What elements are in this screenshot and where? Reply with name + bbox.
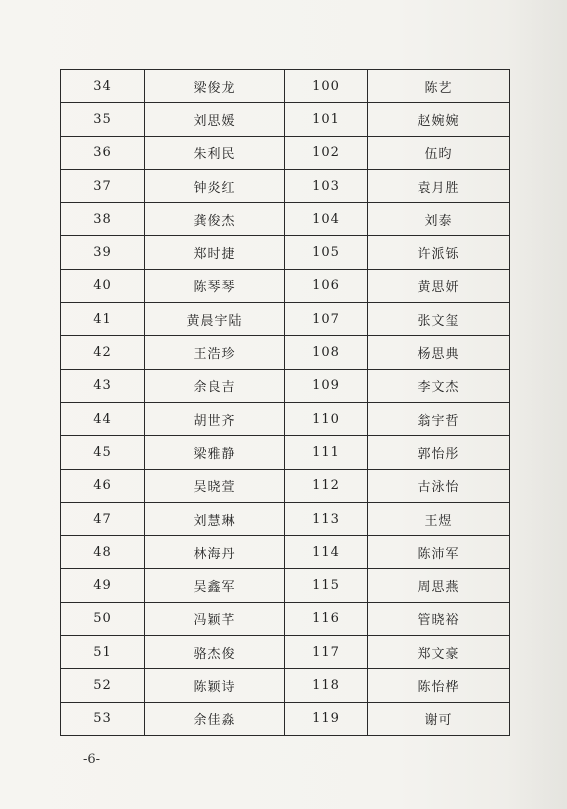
name-left: 余佳淼 — [145, 702, 285, 735]
name-right: 黄思妍 — [368, 269, 510, 302]
row-number-right: 117 — [285, 636, 368, 669]
table-row — [61, 469, 510, 502]
row-number-left: 45 — [61, 436, 145, 469]
page-number: -6- — [83, 752, 101, 767]
name-left: 钟炎红 — [145, 169, 285, 202]
name-left: 陈颖诗 — [145, 669, 285, 702]
table-row — [61, 336, 510, 369]
table-row — [61, 103, 510, 136]
row-number-right: 116 — [285, 602, 368, 635]
name-right: 翁宇哲 — [368, 402, 510, 435]
name-right: 刘泰 — [368, 203, 510, 236]
row-number-right: 105 — [285, 236, 368, 269]
name-left: 骆杰俊 — [145, 636, 285, 669]
table-row — [61, 136, 510, 169]
table-row — [61, 502, 510, 535]
row-number-left: 50 — [61, 602, 145, 635]
name-left: 陈琴琴 — [145, 269, 285, 302]
name-list-table — [60, 69, 510, 736]
row-number-right: 119 — [285, 702, 368, 735]
row-number-left: 47 — [61, 502, 145, 535]
row-number-left: 40 — [61, 269, 145, 302]
row-number-right: 112 — [285, 469, 368, 502]
table-row — [61, 436, 510, 469]
name-right: 赵婉婉 — [368, 103, 510, 136]
name-right: 杨思典 — [368, 336, 510, 369]
table-row — [61, 669, 510, 702]
name-left: 吴鑫军 — [145, 569, 285, 602]
name-right: 古泳怡 — [368, 469, 510, 502]
name-right: 谢可 — [368, 702, 510, 735]
table-row — [61, 236, 510, 269]
row-number-left: 37 — [61, 169, 145, 202]
name-left: 王浩珍 — [145, 336, 285, 369]
name-left: 胡世齐 — [145, 402, 285, 435]
table-row — [61, 70, 510, 103]
row-number-left: 34 — [61, 70, 145, 103]
name-right: 管晓裕 — [368, 602, 510, 635]
name-left: 龚俊杰 — [145, 203, 285, 236]
row-number-right: 102 — [285, 136, 368, 169]
name-left: 刘思媛 — [145, 103, 285, 136]
table-row — [61, 169, 510, 202]
table-row — [61, 269, 510, 302]
row-number-left: 35 — [61, 103, 145, 136]
row-number-left: 38 — [61, 203, 145, 236]
name-right: 陈怡桦 — [368, 669, 510, 702]
table-row — [61, 203, 510, 236]
name-left: 吴晓萱 — [145, 469, 285, 502]
name-right: 郑文豪 — [368, 636, 510, 669]
row-number-right: 106 — [285, 269, 368, 302]
row-number-left: 53 — [61, 702, 145, 735]
name-right: 郭怡彤 — [368, 436, 510, 469]
row-number-left: 39 — [61, 236, 145, 269]
table-row — [61, 569, 510, 602]
name-right: 许派铄 — [368, 236, 510, 269]
row-number-left: 44 — [61, 402, 145, 435]
row-number-right: 118 — [285, 669, 368, 702]
row-number-right: 114 — [285, 536, 368, 569]
row-number-right: 108 — [285, 336, 368, 369]
name-right: 张文玺 — [368, 303, 510, 336]
name-left: 刘慧琳 — [145, 502, 285, 535]
row-number-left: 48 — [61, 536, 145, 569]
row-number-right: 107 — [285, 303, 368, 336]
name-left: 黄晨宇陆 — [145, 303, 285, 336]
row-number-right: 113 — [285, 502, 368, 535]
row-number-left: 36 — [61, 136, 145, 169]
table-body — [61, 70, 510, 736]
name-left: 朱利民 — [145, 136, 285, 169]
row-number-right: 110 — [285, 402, 368, 435]
scan-shadow — [507, 0, 567, 809]
name-right: 陈艺 — [368, 70, 510, 103]
name-left: 林海丹 — [145, 536, 285, 569]
table-row — [61, 402, 510, 435]
name-left: 梁俊龙 — [145, 70, 285, 103]
name-right: 袁月胜 — [368, 169, 510, 202]
row-number-right: 104 — [285, 203, 368, 236]
table-row — [61, 303, 510, 336]
name-right: 李文杰 — [368, 369, 510, 402]
table-row — [61, 369, 510, 402]
name-left: 梁雅静 — [145, 436, 285, 469]
name-left: 冯颖芊 — [145, 602, 285, 635]
row-number-right: 100 — [285, 70, 368, 103]
row-number-right: 115 — [285, 569, 368, 602]
row-number-left: 52 — [61, 669, 145, 702]
name-right: 周思燕 — [368, 569, 510, 602]
row-number-right: 103 — [285, 169, 368, 202]
row-number-left: 41 — [61, 303, 145, 336]
table-row — [61, 602, 510, 635]
row-number-right: 101 — [285, 103, 368, 136]
row-number-left: 49 — [61, 569, 145, 602]
name-left: 郑时捷 — [145, 236, 285, 269]
name-right: 陈沛军 — [368, 536, 510, 569]
table-row — [61, 636, 510, 669]
row-number-right: 111 — [285, 436, 368, 469]
row-number-left: 46 — [61, 469, 145, 502]
name-left: 余良吉 — [145, 369, 285, 402]
name-right: 王煜 — [368, 502, 510, 535]
name-right: 伍昀 — [368, 136, 510, 169]
row-number-right: 109 — [285, 369, 368, 402]
table-row — [61, 536, 510, 569]
row-number-left: 43 — [61, 369, 145, 402]
row-number-left: 51 — [61, 636, 145, 669]
row-number-left: 42 — [61, 336, 145, 369]
table-row — [61, 702, 510, 735]
